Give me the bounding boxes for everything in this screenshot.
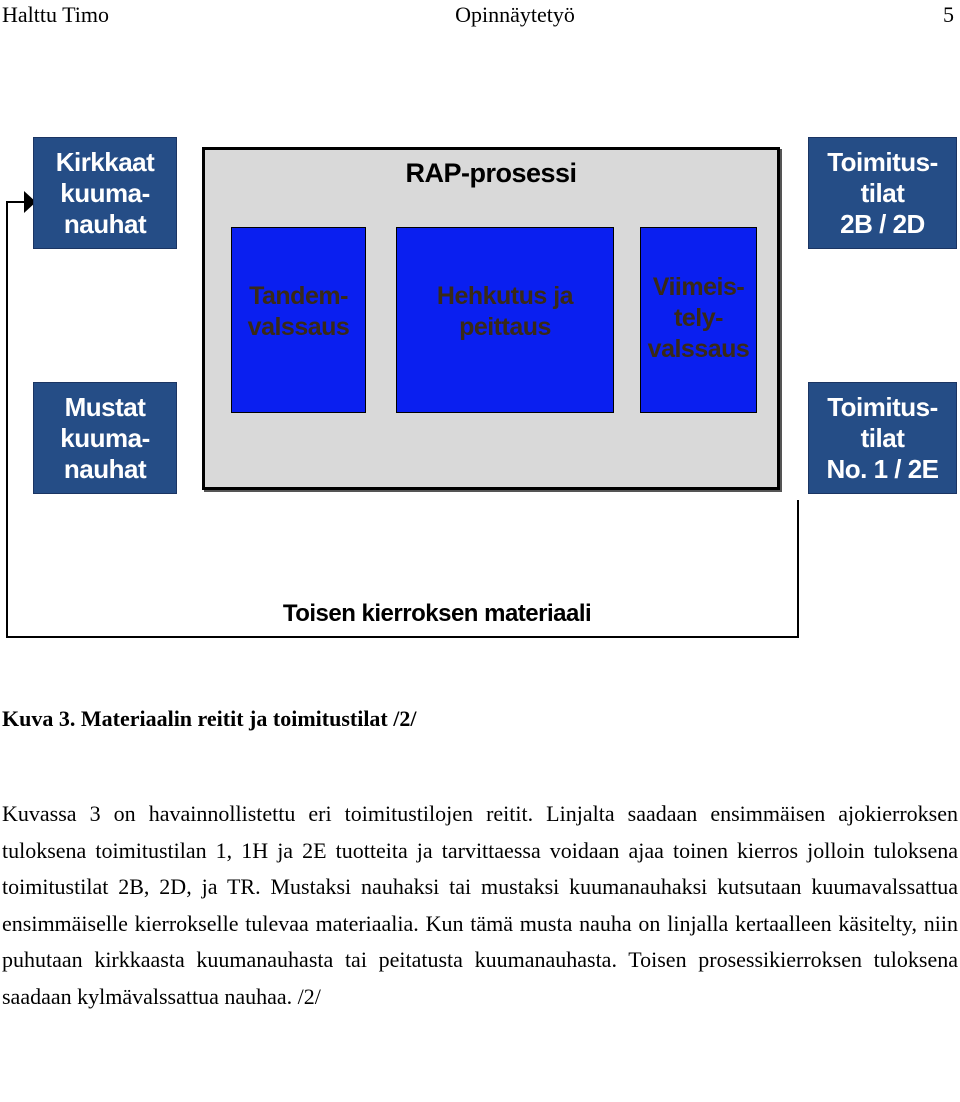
step-finishing-rolling: Viimeis- tely- valssaus — [640, 227, 757, 413]
header-author: Halttu Timo — [2, 2, 109, 27]
rap-process-title: RAP-prosessi — [405, 158, 577, 188]
loop-line-left — [6, 201, 8, 638]
loop-line-bottom — [6, 636, 799, 638]
input-box-bright-hot-strip: Kirkkaat kuuma- nauhat — [33, 137, 177, 249]
step-annealing-pickling: Hehkutus ja peittaus — [396, 227, 614, 413]
loop-line-top — [6, 201, 26, 203]
input-box-black-hot-strip: Mustat kuuma- nauhat — [33, 382, 177, 494]
figure-caption: Kuva 3. Materiaalin reitit ja toimitustilat /2/ — [2, 706, 417, 731]
page-number: 5 — [943, 2, 954, 27]
output-box-2b-2d: Toimitus- tilat 2B / 2D — [808, 137, 957, 249]
header-title: Opinnäytetyö — [455, 2, 575, 27]
step-tandem-rolling: Tandem- valssaus — [231, 227, 366, 413]
body-text — [2, 796, 958, 1015]
second-round-label: Toisen kierroksen materiaali — [282, 600, 592, 627]
output-box-no1-2e: Toimitus- tilat No. 1 / 2E — [808, 382, 957, 494]
body-paragraph: Kuvassa 3 on havainnollistettu eri toimitustilojen reitit. Linjalta saadaan ensimmäisen ajokierroksen tuloksena toimitustilan 1, 1H ja 2E tuotteita ja tarvittaessa voidaan ajaa toinen kierros jolloin tuloksena toimitustilat 2B, 2D, ja TR. Mustaksi nauhaksi tai mustaksi kuumanauhaksi kutsutaan kuumavalssattua ensimmäiselle kierrokselle tulevaa materiaalia. Kun tämä musta nauha on linjalla kertaalleen käsitelty, niin puhutaan kirkkaasta kuumanauhasta tai peitatusta kuumanauhasta. Toisen prosessikierroksen tuloksena saadaan kylmävalssattua nauhaa. /2/ — [2, 801, 958, 1009]
